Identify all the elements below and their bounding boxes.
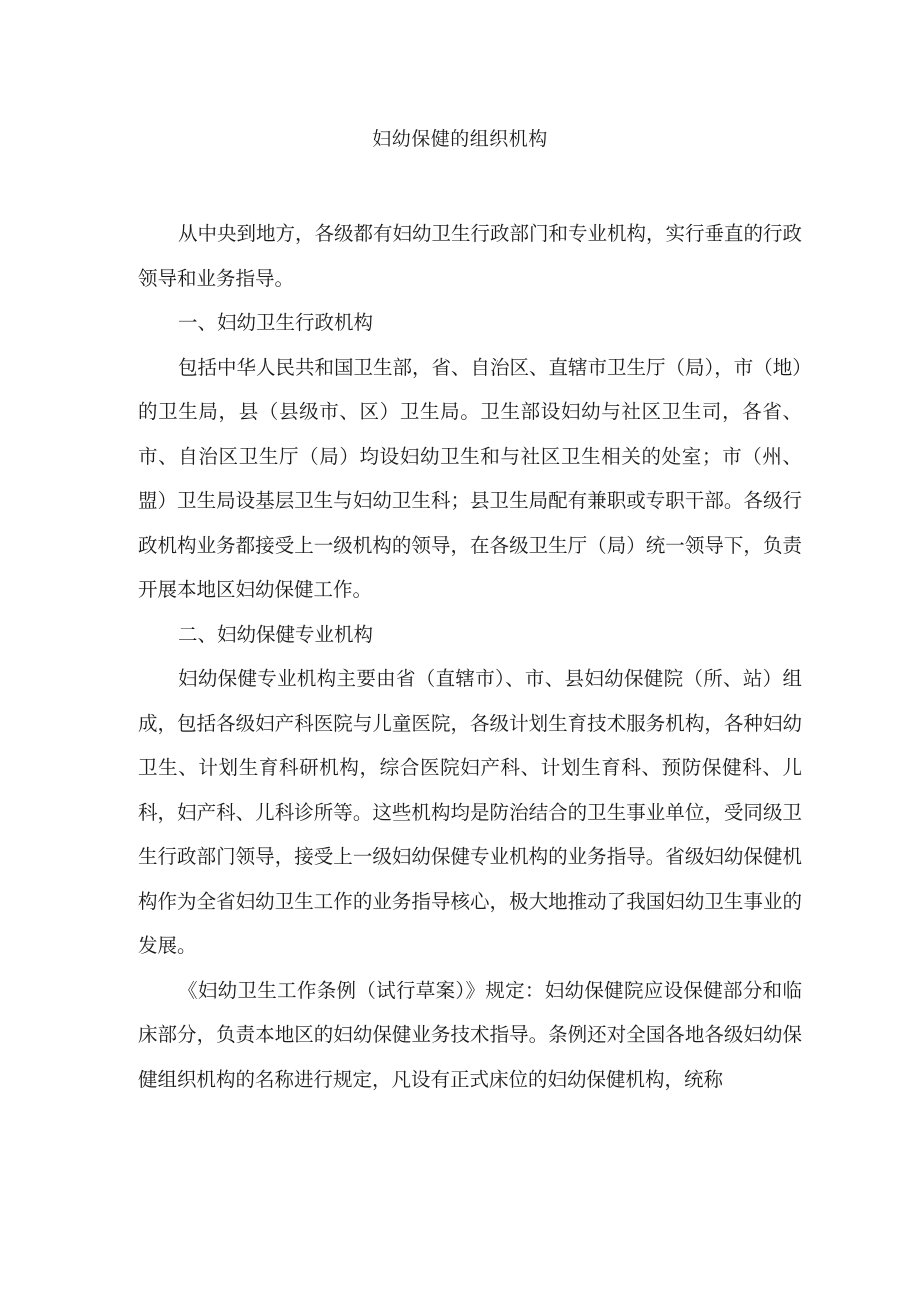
document-body xyxy=(138,212,802,1102)
professional-paragraph: 妇幼保健专业机构主要由省（直辖市）、市、县妇幼保健院（所、站）组成，包括各级妇产科医院与儿童医院，各级计划生育技术服务机构，各种妇幼卫生、计划生育科研机构，综合医院妇产科、计划生育科、预防保健科、儿科，妇产科、儿科诊所等。这些机构均是防治结合的卫生事业单位，受同级卫生行政部门领导，接受上一级妇幼保健专业机构的业务指导。省级妇幼保健机构作为全省妇幼卫生工作的业务指导核心，极大地推动了我国妇幼卫生事业的发展。 xyxy=(138,667,802,957)
intro-paragraph: 从中央到地方，各级都有妇幼卫生行政部门和专业机构，实行垂直的行政领导和业务指导。 xyxy=(138,222,803,290)
admin-paragraph: 包括中华人民共和国卫生部，省、自治区、直辖市卫生厅（局），市（地）的卫生局，县（县级市、区）卫生局。卫生部设妇幼与社区卫生司，各省、市、自治区卫生厅（局）均设妇幼卫生和与社区卫生相关的处室；市（州、盟）卫生局设基层卫生与妇幼卫生科；县卫生局配有兼职或专职干部。各级行政机构业务都接受上一级机构的领导，在各级卫生厅（局）统一领导下，负责开展本地区妇幼保健工作。 xyxy=(138,355,803,601)
regulation-paragraph: 《妇幼卫生工作条例（试行草案）》规定：妇幼保健院应设保健部分和临床部分，负责本地区的妇幼保健业务技术指导。条例还对全国各地各级妇幼保健组织机构的名称进行规定，凡设有正式床位的妇幼保健机构，统称 xyxy=(138,978,802,1091)
section-heading-admin: 一、妇幼卫生行政机构 xyxy=(178,311,374,334)
document-title: 妇幼保健的组织机构 xyxy=(372,128,548,150)
section-heading-professional: 二、妇幼保健专业机构 xyxy=(178,622,374,646)
